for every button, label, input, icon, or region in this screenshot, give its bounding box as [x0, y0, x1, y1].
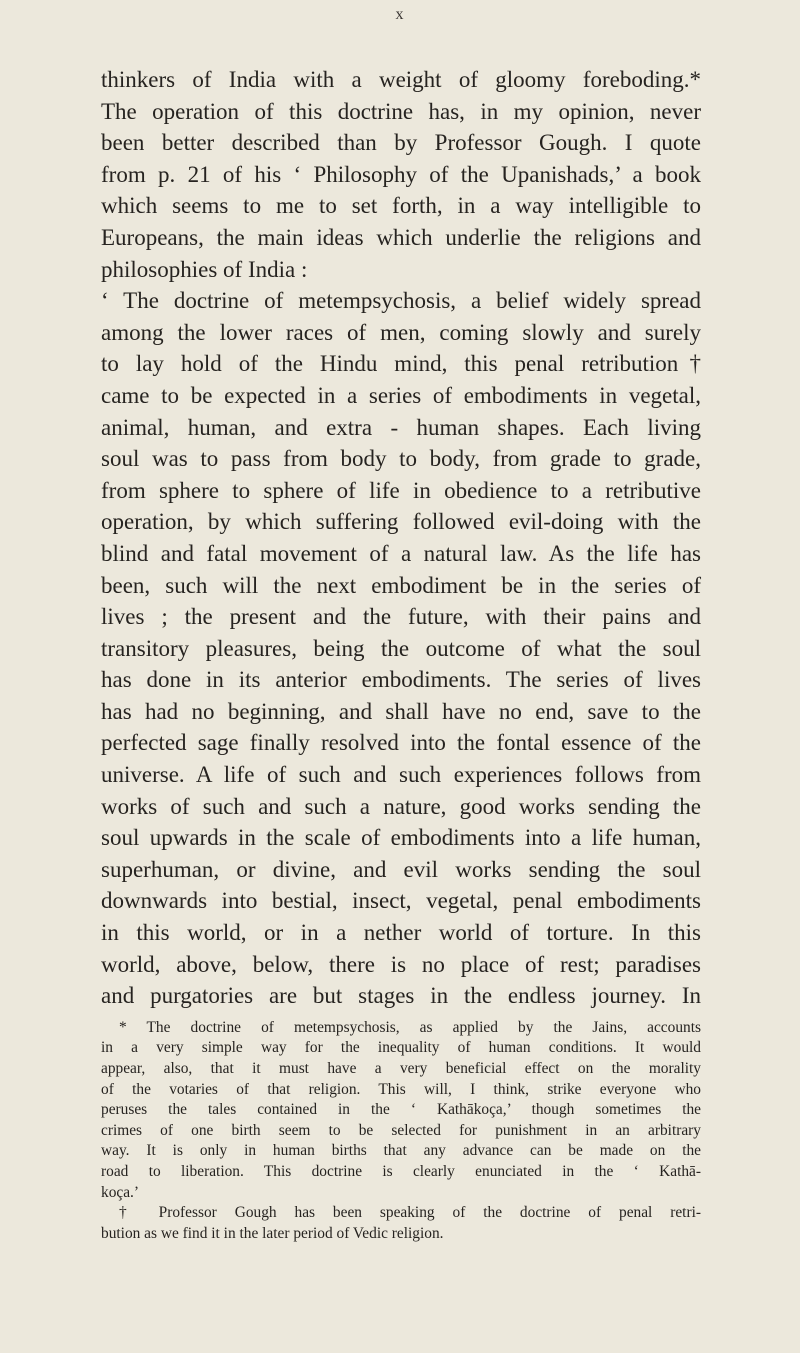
body-line: ‘ The doctrine of metempsychosis, a belief widely spread	[101, 288, 701, 314]
body-line: from p. 21 of his ‘ Philosophy of the Upanishads,’ a book	[101, 161, 701, 187]
footnote-line: in a very simple way for the inequality of human conditions. It would	[101, 1039, 701, 1057]
footnote-line: koça.’	[101, 1183, 140, 1201]
body-line: blind and fatal movement of a natural law. As the life has	[101, 540, 701, 566]
body-line: has done in its anterior embodiments. The series of lives	[101, 667, 701, 693]
footnote-line: of the votaries of that religion. This will, I think, strike everyone who	[101, 1080, 701, 1098]
body-text	[101, 64, 701, 1012]
body-line: operation, by which suffering followed evil-doing with the	[101, 509, 701, 535]
footnote-line: way. It is only in human births that any advance can be made on the	[101, 1142, 701, 1160]
body-line: thinkers of India with a weight of gloomy foreboding.*	[101, 67, 701, 92]
body-line: which seems to me to set forth, in a way intelligible to	[101, 193, 701, 219]
footnote-line: appear, also, that it must have a very beneficial effect on the morality	[101, 1060, 701, 1077]
footnote-line: * The doctrine of metempsychosis, as applied by the Jains, accounts	[119, 1018, 701, 1036]
body-line: The operation of this doctrine has, in my opinion, never	[101, 98, 701, 124]
body-line: been better described than by Professor Gough. I quote	[101, 130, 701, 156]
body-line: philosophies of India :	[101, 256, 308, 282]
footnote-line: crimes of one birth seem to be selected for punishment in an arbitrary	[101, 1121, 701, 1139]
body-line: lives ; the present and the future, with their pains and	[101, 604, 701, 630]
body-line: and purgatories are but stages in the endless journey. In	[101, 983, 701, 1009]
body-line: to lay hold of the Hindu mind, this penal retribution†	[101, 351, 701, 377]
body-line: perfected sage finally resolved into the fontal essence of the	[101, 730, 701, 756]
body-line: has had no beginning, and shall have no end, save to the	[101, 698, 701, 724]
page-text	[101, 64, 701, 1244]
footnote-line: road to liberation. This doctrine is clearly enunciated in the ‘ Kathā-	[101, 1162, 701, 1180]
body-line: transitory pleasures, being the outcome of what the soul	[101, 635, 701, 661]
body-line: world, above, below, there is no place of rest; paradises	[101, 951, 701, 977]
page-number: x	[395, 6, 405, 23]
footnotes	[101, 1018, 701, 1245]
body-line: among the lower races of men, coming slowly and surely	[101, 319, 701, 345]
body-line: works of such and such a nature, good works sending the	[101, 793, 701, 819]
body-line: downwards into bestial, insect, vegetal, penal embodiments	[101, 888, 701, 914]
body-line: universe. A life of such and such experiences follows from	[101, 762, 701, 788]
footnote-line: † Professor Gough has been speaking of the doctrine of penal retri-	[119, 1204, 701, 1222]
footnote-line: bution as we find it in the later period of Vedic religion.	[101, 1224, 444, 1242]
footnote-line: peruses the tales contained in the ‘ Kathākoça,’ though sometimes the	[101, 1101, 701, 1119]
body-line: in this world, or in a nether world of torture. In this	[101, 920, 701, 946]
body-line: animal, human, and extra - human shapes. Each living	[101, 414, 701, 440]
body-line: came to be expected in a series of embodiments in vegetal,	[101, 382, 701, 408]
body-line: been, such will the next embodiment be in the series of	[101, 572, 701, 598]
body-line: soul was to pass from body to body, from grade to grade,	[101, 446, 701, 472]
body-line: from sphere to sphere of life in obedience to a retributive	[101, 477, 701, 503]
body-line: Europeans, the main ideas which underlie the religions and	[101, 224, 701, 250]
body-line: soul upwards in the scale of embodiments into a life human,	[101, 825, 701, 851]
body-line: superhuman, or divine, and evil works sending the soul	[101, 856, 701, 882]
